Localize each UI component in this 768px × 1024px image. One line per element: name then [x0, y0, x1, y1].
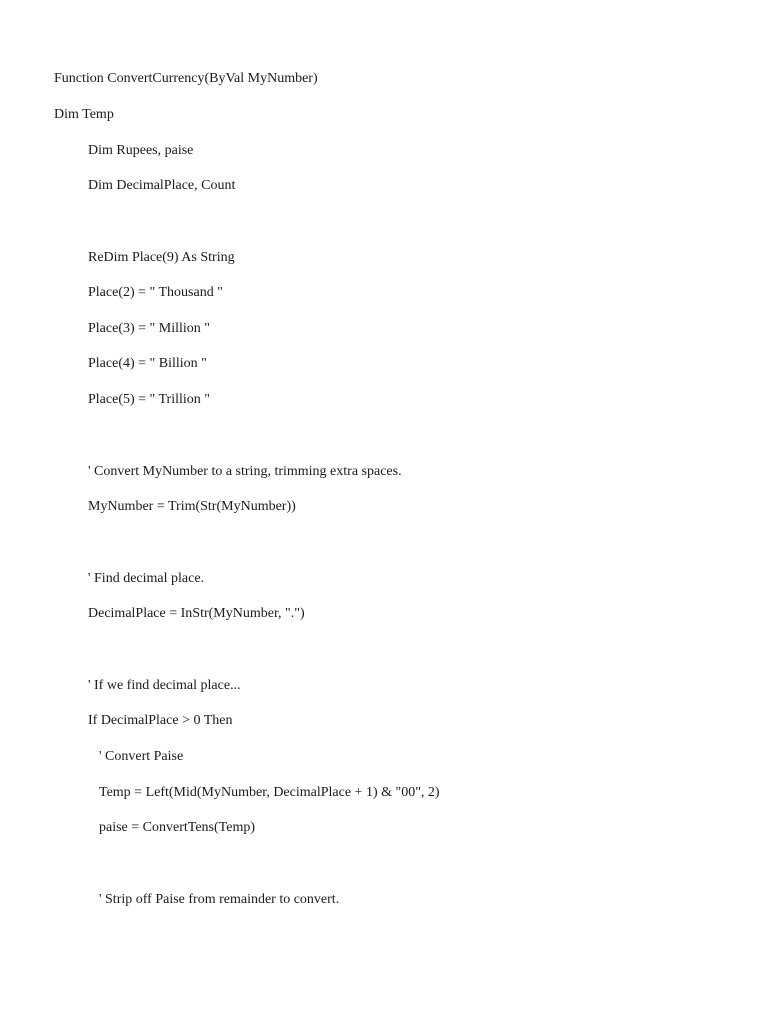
code-line: If DecimalPlace > 0 Then — [88, 713, 233, 728]
code-line: Place(3) = " Million " — [88, 321, 210, 336]
comment-line: ' Convert MyNumber to a string, trimming extra spaces. — [88, 464, 402, 479]
comment-line: ' If we find decimal place... — [88, 678, 241, 693]
code-line: ReDim Place(9) As String — [88, 250, 235, 265]
comment-line: ' Strip off Paise from remainder to convert. — [99, 892, 340, 907]
code-line: Function ConvertCurrency(ByVal MyNumber) — [54, 71, 318, 86]
code-line: Dim Rupees, paise — [88, 143, 194, 158]
code-line: Temp = Left(Mid(MyNumber, DecimalPlace + 1) & "00", 2) — [99, 785, 440, 800]
comment-line: ' Convert Paise — [99, 749, 184, 764]
code-line: Dim DecimalPlace, Count — [88, 178, 236, 193]
code-line: MyNumber = Trim(Str(MyNumber)) — [88, 499, 296, 514]
code-line: DecimalPlace = InStr(MyNumber, ".") — [88, 606, 305, 621]
code-line: Place(5) = " Trillion " — [88, 392, 210, 407]
code-line: Dim Temp — [54, 107, 114, 122]
comment-line: ' Find decimal place. — [88, 571, 205, 586]
code-line: paise = ConvertTens(Temp) — [99, 820, 256, 835]
code-line: Place(4) = " Billion " — [88, 356, 207, 371]
code-line: Place(2) = " Thousand " — [88, 285, 223, 300]
